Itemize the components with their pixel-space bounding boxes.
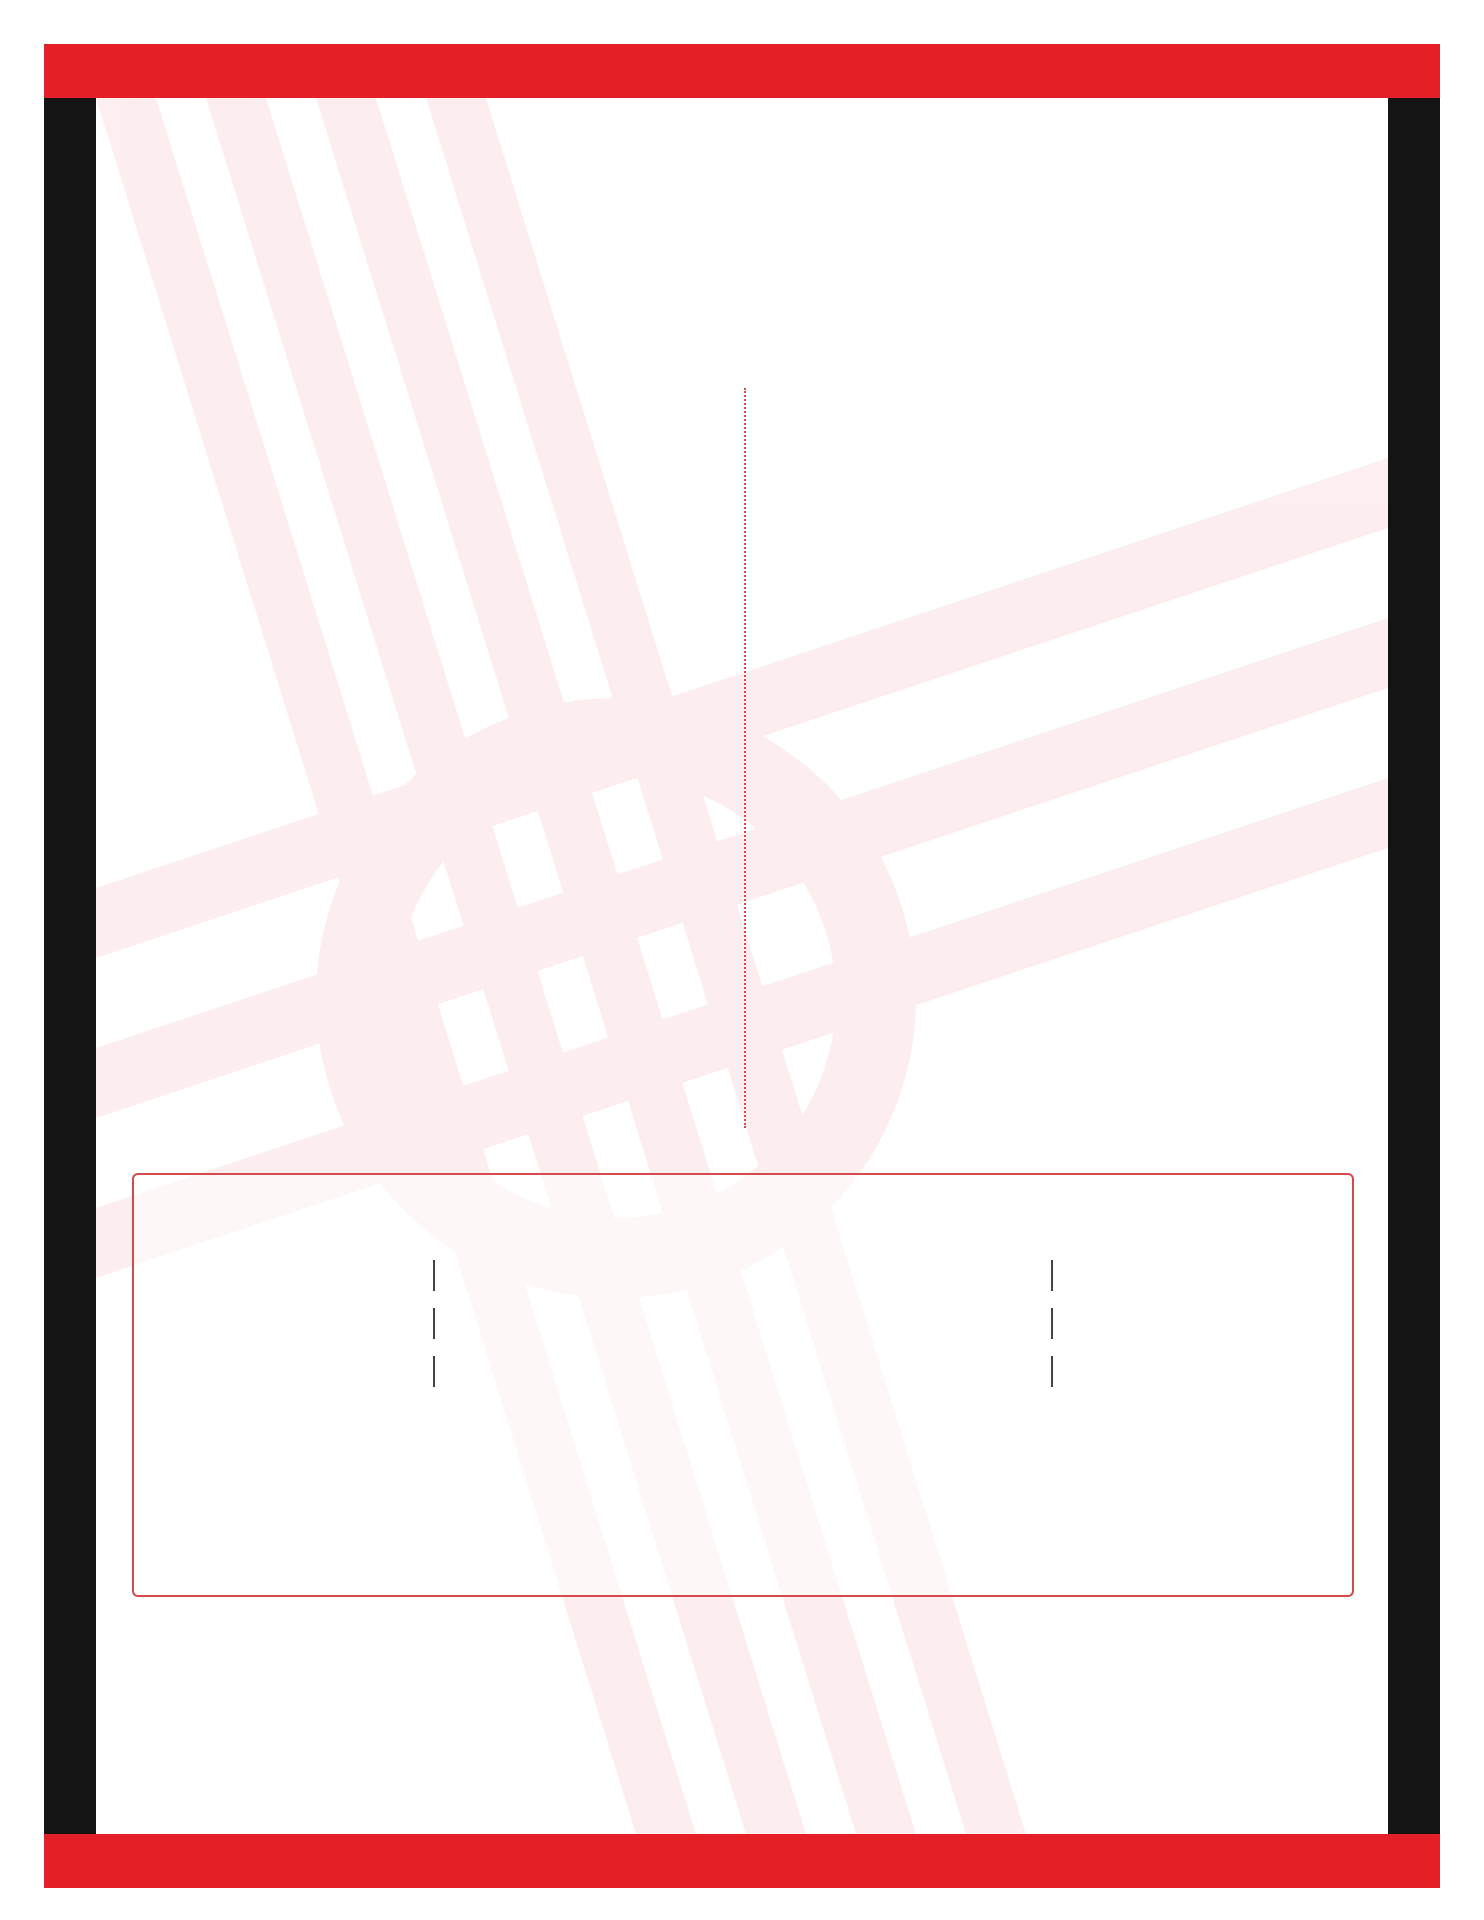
sides-row — [346, 1714, 1246, 1750]
drink-item: | — [430, 1255, 438, 1292]
sides-row — [346, 1678, 1246, 1714]
flower-pattern-bottom — [44, 1834, 1440, 1888]
left-border — [44, 44, 96, 1888]
right-border — [1388, 44, 1440, 1888]
drink-item: | — [1048, 1255, 1056, 1292]
menu-page — [96, 98, 1388, 1834]
bottom-border — [44, 1834, 1440, 1888]
drink-item: | — [430, 1303, 438, 1340]
menu-column-right — [764, 376, 1354, 390]
drink-item: | — [430, 1351, 438, 1388]
drinks-panel — [132, 1173, 1354, 1597]
sides-table — [346, 1678, 1246, 1750]
drinks-column-left — [144, 1255, 724, 1399]
flower-pattern-top — [44, 44, 1440, 98]
menu-column-left — [130, 376, 720, 390]
diamond-pattern-left — [44, 44, 96, 1888]
drink-item: | — [1048, 1303, 1056, 1340]
drinks-column-right — [762, 1255, 1342, 1399]
drink-item: | — [1048, 1351, 1056, 1388]
column-divider — [744, 388, 746, 1128]
diamond-pattern-right — [1388, 44, 1440, 1888]
top-border — [44, 44, 1440, 98]
